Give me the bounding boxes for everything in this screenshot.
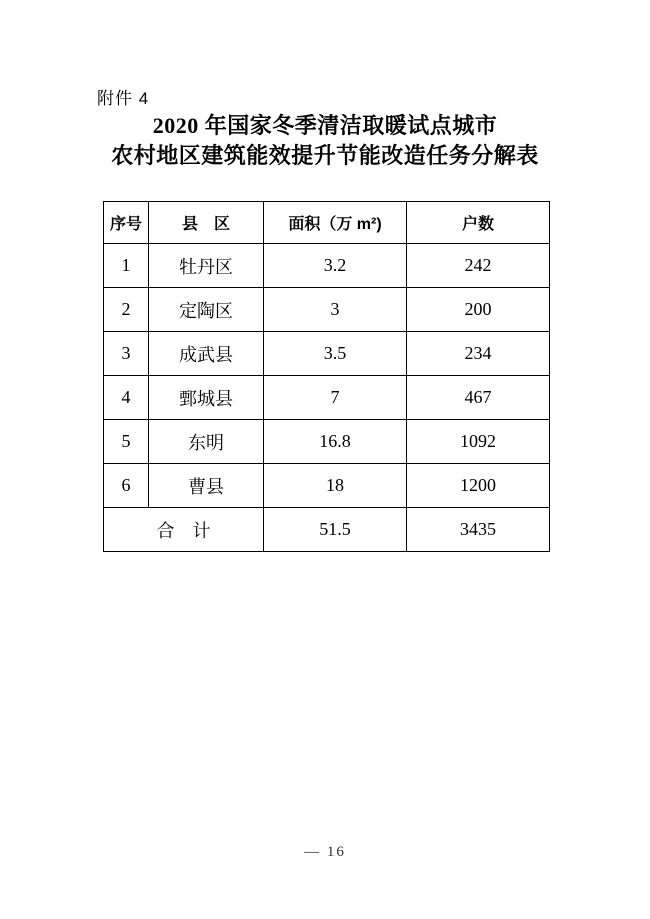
cell-households: 467 [407, 376, 550, 420]
document-title-line1: 2020 年国家冬季清洁取暖试点城市 [152, 113, 498, 138]
cell-no: 3 [104, 332, 149, 376]
page-number: — 16 [304, 844, 346, 860]
cell-county: 成武县 [149, 332, 264, 376]
table-row [104, 332, 550, 376]
task-allocation-table [103, 201, 550, 552]
table-row [104, 464, 550, 508]
table-row [104, 376, 550, 420]
header-cell-no: 序号 [104, 202, 149, 244]
cell-households: 242 [407, 244, 550, 288]
cell-area: 18 [264, 464, 407, 508]
cell-area: 3 [264, 288, 407, 332]
cell-area: 3.2 [264, 244, 407, 288]
attachment-label: 附件 4 [97, 89, 150, 108]
cell-households: 1200 [407, 464, 550, 508]
cell-county: 定陶区 [149, 288, 264, 332]
cell-no: 4 [104, 376, 149, 420]
cell-area: 3.5 [264, 332, 407, 376]
table-header-row [104, 202, 550, 244]
cell-county: 牡丹区 [149, 244, 264, 288]
cell-area: 7 [264, 376, 407, 420]
document-title-line2: 农村地区建筑能效提升节能改造任务分解表 [111, 143, 539, 168]
cell-area: 16.8 [264, 420, 407, 464]
cell-no: 1 [104, 244, 149, 288]
header-cell-households: 户数 [407, 202, 550, 244]
cell-county: 东明 [149, 420, 264, 464]
cell-county: 鄄城县 [149, 376, 264, 420]
total-label: 合 计 [104, 508, 264, 552]
table-row [104, 244, 550, 288]
cell-no: 2 [104, 288, 149, 332]
total-households-cell: 3435 [407, 508, 550, 552]
cell-households: 234 [407, 332, 550, 376]
cell-no: 6 [104, 464, 149, 508]
table-row [104, 288, 550, 332]
cell-households: 200 [407, 288, 550, 332]
table-row [104, 420, 550, 464]
cell-households: 1092 [407, 420, 550, 464]
table-total-row [104, 508, 550, 552]
total-area-cell: 51.5 [264, 508, 407, 552]
cell-county: 曹县 [149, 464, 264, 508]
document-title [0, 111, 650, 171]
header-cell-area: 面积（万 m²) [264, 202, 407, 244]
cell-no: 5 [104, 420, 149, 464]
header-cell-county: 县 区 [149, 202, 264, 244]
